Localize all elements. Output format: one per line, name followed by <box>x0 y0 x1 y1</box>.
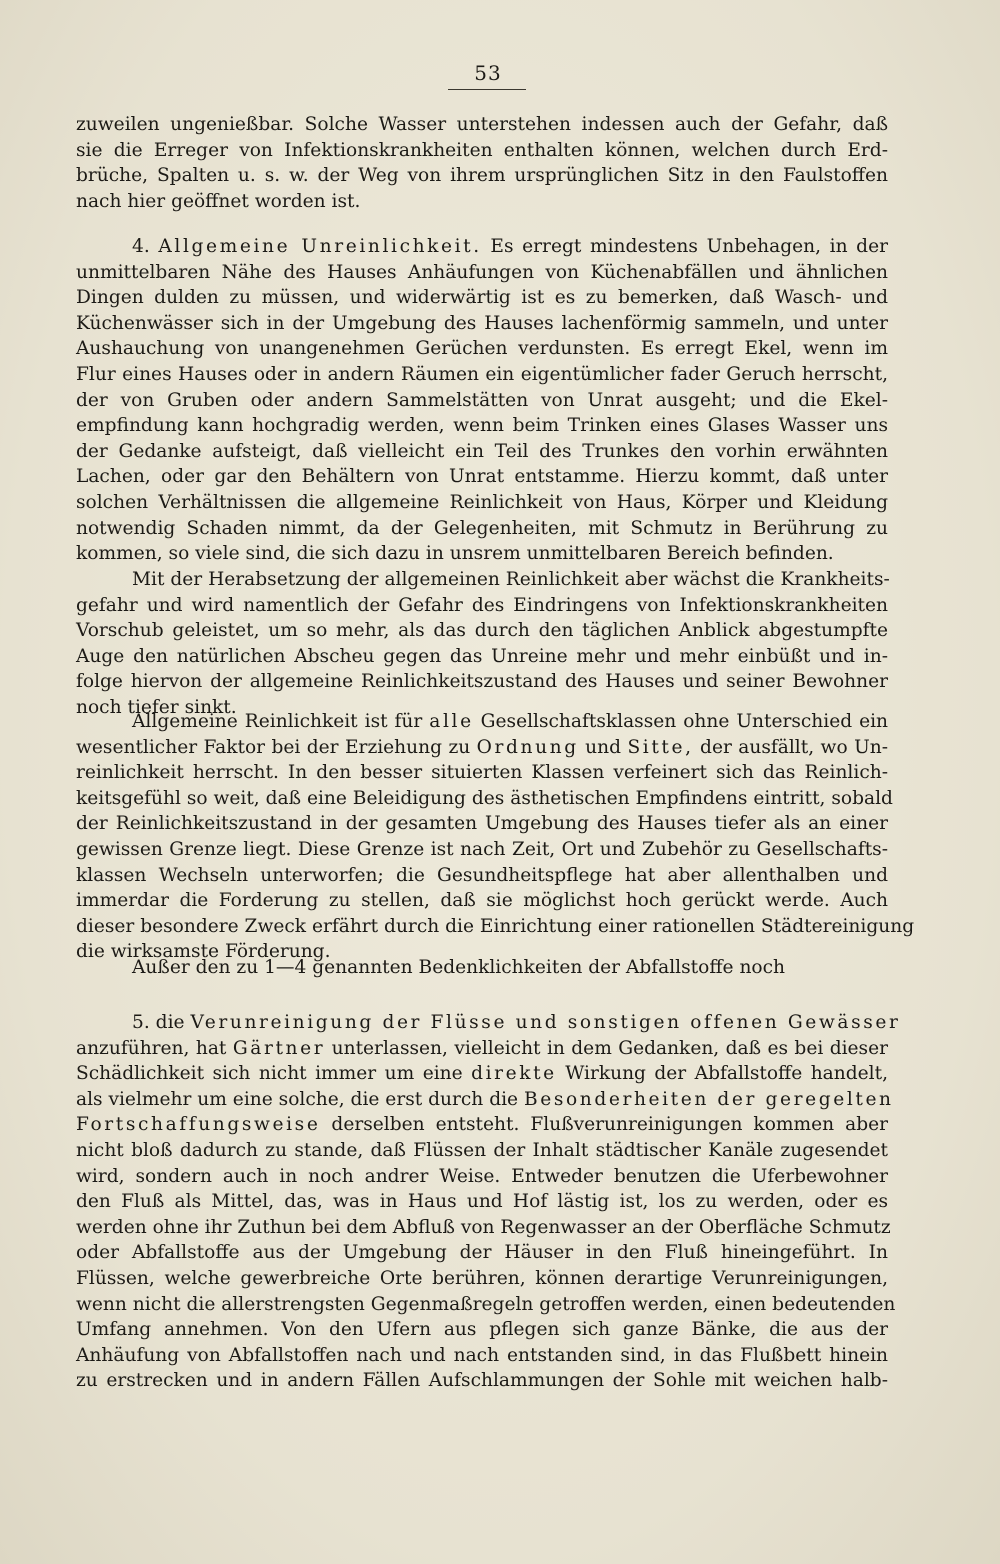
text-line: der Reinlichkeitszustand in der gesamten Umgebung des Hauses tiefer als an einer <box>76 813 888 835</box>
text-run: Es erregt mindestens Unbehagen, in der <box>490 236 888 257</box>
section-number: 5. <box>132 1012 150 1033</box>
text-line: brüche, Spalten u. s. w. der Weg von ihrem ursprünglichen Sitz in den Faulstoffen <box>76 165 888 187</box>
text-line: folge hiervon der allgemeine Reinlichkeitszustand des Hauses und seiner Bewohner <box>76 671 888 693</box>
text-run: derselben entsteht. Flußverunreinigungen kommen aber <box>331 1114 888 1136</box>
text-run: Allgemeine Reinlichkeit ist für <box>132 711 423 732</box>
section-5-paragraph <box>76 1010 901 1394</box>
text-line: keitsgefühl so weit, daß eine Beleidigung des ästhetischen Empfindens eintritt, sobald <box>76 787 893 809</box>
text-run: der ausfällt, wo Un- <box>700 736 888 758</box>
spaced-emphasis: direkte <box>471 1063 557 1085</box>
text-line: Umfang annehmen. Von den Ufern aus pflegen sich ganze Bänke, die aus der <box>76 1319 888 1341</box>
text-line: gefahr und wird namentlich der Gefahr des Eindringens von Infektionskrankheiten <box>76 594 888 616</box>
text-run: unterlassen, vielleicht in dem Gedanken, daß es bei dieser <box>331 1037 888 1059</box>
section-heading-line <box>76 234 888 260</box>
text-line: Küchenwässer sich in der Umgebung des Hauses lachenförmig sammeln, und unter <box>76 312 888 334</box>
text-line <box>76 1112 888 1138</box>
section-heading: Verunreinigung der Flüsse und sonstigen offenen Gewässer <box>190 1012 901 1033</box>
text-line: empfindung kann hochgradig werden, wenn beim Trinken eines Glases Wasser uns <box>76 415 888 437</box>
text-run: Wirkung der Abfallstoffe handelt, <box>565 1063 888 1085</box>
text-line: kommen, so viele sind, die sich dazu in unsrem unmittelbaren Bereich befinden. <box>76 543 834 565</box>
text-line: zu erstrecken und in andern Fällen Aufschlammungen der Sohle mit weichen halb- <box>76 1370 888 1392</box>
spaced-emphasis: Ordnung <box>476 736 579 758</box>
section-heading-line <box>76 1010 901 1036</box>
text-run: Gesellschaftsklassen ohne Unterschied ein <box>480 711 889 732</box>
text-line: der Gedanke aufsteigt, daß vielleicht ein Teil des Trunkes den vorhin erwähnten <box>76 440 888 462</box>
page-number-rule <box>448 89 526 90</box>
text-line <box>76 1061 888 1087</box>
text-line: werden ohne ihr Zuthun bei dem Abfluß von Regenwasser an der Oberfläche Schmutz <box>76 1216 891 1238</box>
text-line <box>76 1036 888 1062</box>
text-line: klassen Wechseln unterworfen; die Gesundheitspflege hat aber allenthalben und <box>76 864 888 886</box>
text-line: immerdar die Forderung zu stellen, daß sie möglichst hoch gerückt werde. Auch <box>76 890 888 912</box>
text-run: als vielmehr um eine solche, die erst durch die <box>76 1088 519 1110</box>
text-line: die wirksamste Förderung. <box>76 941 331 963</box>
text-run: die <box>155 1012 185 1033</box>
text-line: Auge den natürlichen Abscheu gegen das Unreine mehr und mehr einbüßt und in- <box>76 645 888 667</box>
text-line: unmittelbaren Nähe des Hauses Anhäufungen von Küchenabfällen und ähnlichen <box>76 261 888 283</box>
paragraph-1 <box>76 112 888 214</box>
text-line: Vorschub geleistet, um so mehr, als das durch den täglichen Anblick abgestumpfte <box>76 620 888 642</box>
text-line: sie die Erreger von Infektionskrankheiten enthalten können, welchen durch Erd- <box>76 139 888 161</box>
paragraph-3 <box>76 567 888 721</box>
text-line <box>76 709 888 735</box>
text-line: Dingen dulden zu müssen, und widerwärtig ist es zu bemerken, daß Wasch- und <box>76 287 888 309</box>
text-line: noch tiefer sinkt. <box>76 696 237 718</box>
spaced-emphasis: alle <box>429 711 474 732</box>
spaced-emphasis: Besonderheiten der geregelten <box>523 1088 894 1110</box>
text-line: gewissen Grenze liegt. Diese Grenze ist nach Zeit, Ort und Zubehör zu Gesellschafts- <box>76 838 888 860</box>
text-line: Flur eines Hauses oder in andern Räumen ein eigentümlicher fader Geruch herrscht, <box>76 363 888 385</box>
text-line: Flüssen, welche gewerbreiche Orte berühren, können derartige Verunreinigungen, <box>76 1267 888 1289</box>
section-4-paragraph <box>76 234 888 567</box>
paragraph-4 <box>76 709 915 965</box>
text-line: Außer den zu 1—4 genannten Bedenklichkeiten der Abfallstoffe noch <box>132 957 786 978</box>
spaced-emphasis: Fortschaffungsweise <box>76 1114 321 1136</box>
text-line: nicht bloß dadurch zu stande, daß Flüssen der Inhalt städtischer Kanäle zugesendet <box>76 1139 888 1161</box>
text-run: wesentlicher Faktor bei der Erziehung zu <box>76 736 471 758</box>
text-line: wird, sondern auch in noch andrer Weise. Entweder benutzen die Uferbewohner <box>76 1165 888 1187</box>
text-line <box>76 735 888 761</box>
text-line: Aushauchung von unangenehmen Gerüchen verdunsten. Es erregt Ekel, wenn im <box>76 338 888 360</box>
text-line: zuweilen ungenießbar. Solche Wasser unterstehen indessen auch der Gefahr, daß <box>76 114 888 135</box>
paragraph-5 <box>76 955 888 981</box>
text-line: der von Gruben oder andern Sammelstätten von Unrat ausgeht; und die Ekel- <box>76 389 888 411</box>
text-line: solchen Verhältnissen die allgemeine Reinlichkeit von Haus, Körper und Kleidung <box>76 491 888 513</box>
text-line: nach hier geöffnet worden ist. <box>76 190 361 212</box>
text-line: wenn nicht die allerstrengsten Gegenmaßregeln getroffen werden, einen bedeutenden <box>76 1293 896 1315</box>
text-run: Schädlichkeit sich nicht immer um eine <box>76 1063 463 1085</box>
text-line: dieser besondere Zweck erfährt durch die Einrichtung einer rationellen Städtereinigung <box>76 915 915 937</box>
section-number: 4. <box>132 236 150 257</box>
page-number: 53 <box>474 61 502 85</box>
text-line: Lachen, oder gar den Behältern von Unrat entstamme. Hierzu kommt, daß unter <box>76 466 888 488</box>
spaced-emphasis: Gärtner <box>232 1037 326 1059</box>
text-line: notwendig Schaden nimmt, da der Gelegenheiten, mit Schmutz in Berührung zu <box>76 517 888 539</box>
text-line: oder Abfallstoffe aus der Umgebung der Häuser in den Fluß hineingeführt. In <box>76 1242 888 1264</box>
text-line: den Fluß als Mittel, das, was in Haus und Hof lästig ist, los zu werden, oder es <box>76 1191 888 1213</box>
section-heading: Allgemeine Unreinlichkeit. <box>158 236 482 257</box>
text-line: reinlichkeit herrscht. In den besser situierten Klassen verfeinert sich das Reinlich- <box>76 762 888 784</box>
text-line: Mit der Herabsetzung der allgemeinen Reinlichkeit aber wächst die Krankheits- <box>132 569 890 590</box>
spaced-emphasis: Sitte, <box>627 736 694 758</box>
text-line <box>76 1087 894 1113</box>
text-line: Anhäufung von Abfallstoffen nach und nach entstanden sind, in das Flußbett hinein <box>76 1344 888 1366</box>
text-run: und <box>585 736 622 758</box>
text-run: anzuführen, hat <box>76 1037 227 1059</box>
